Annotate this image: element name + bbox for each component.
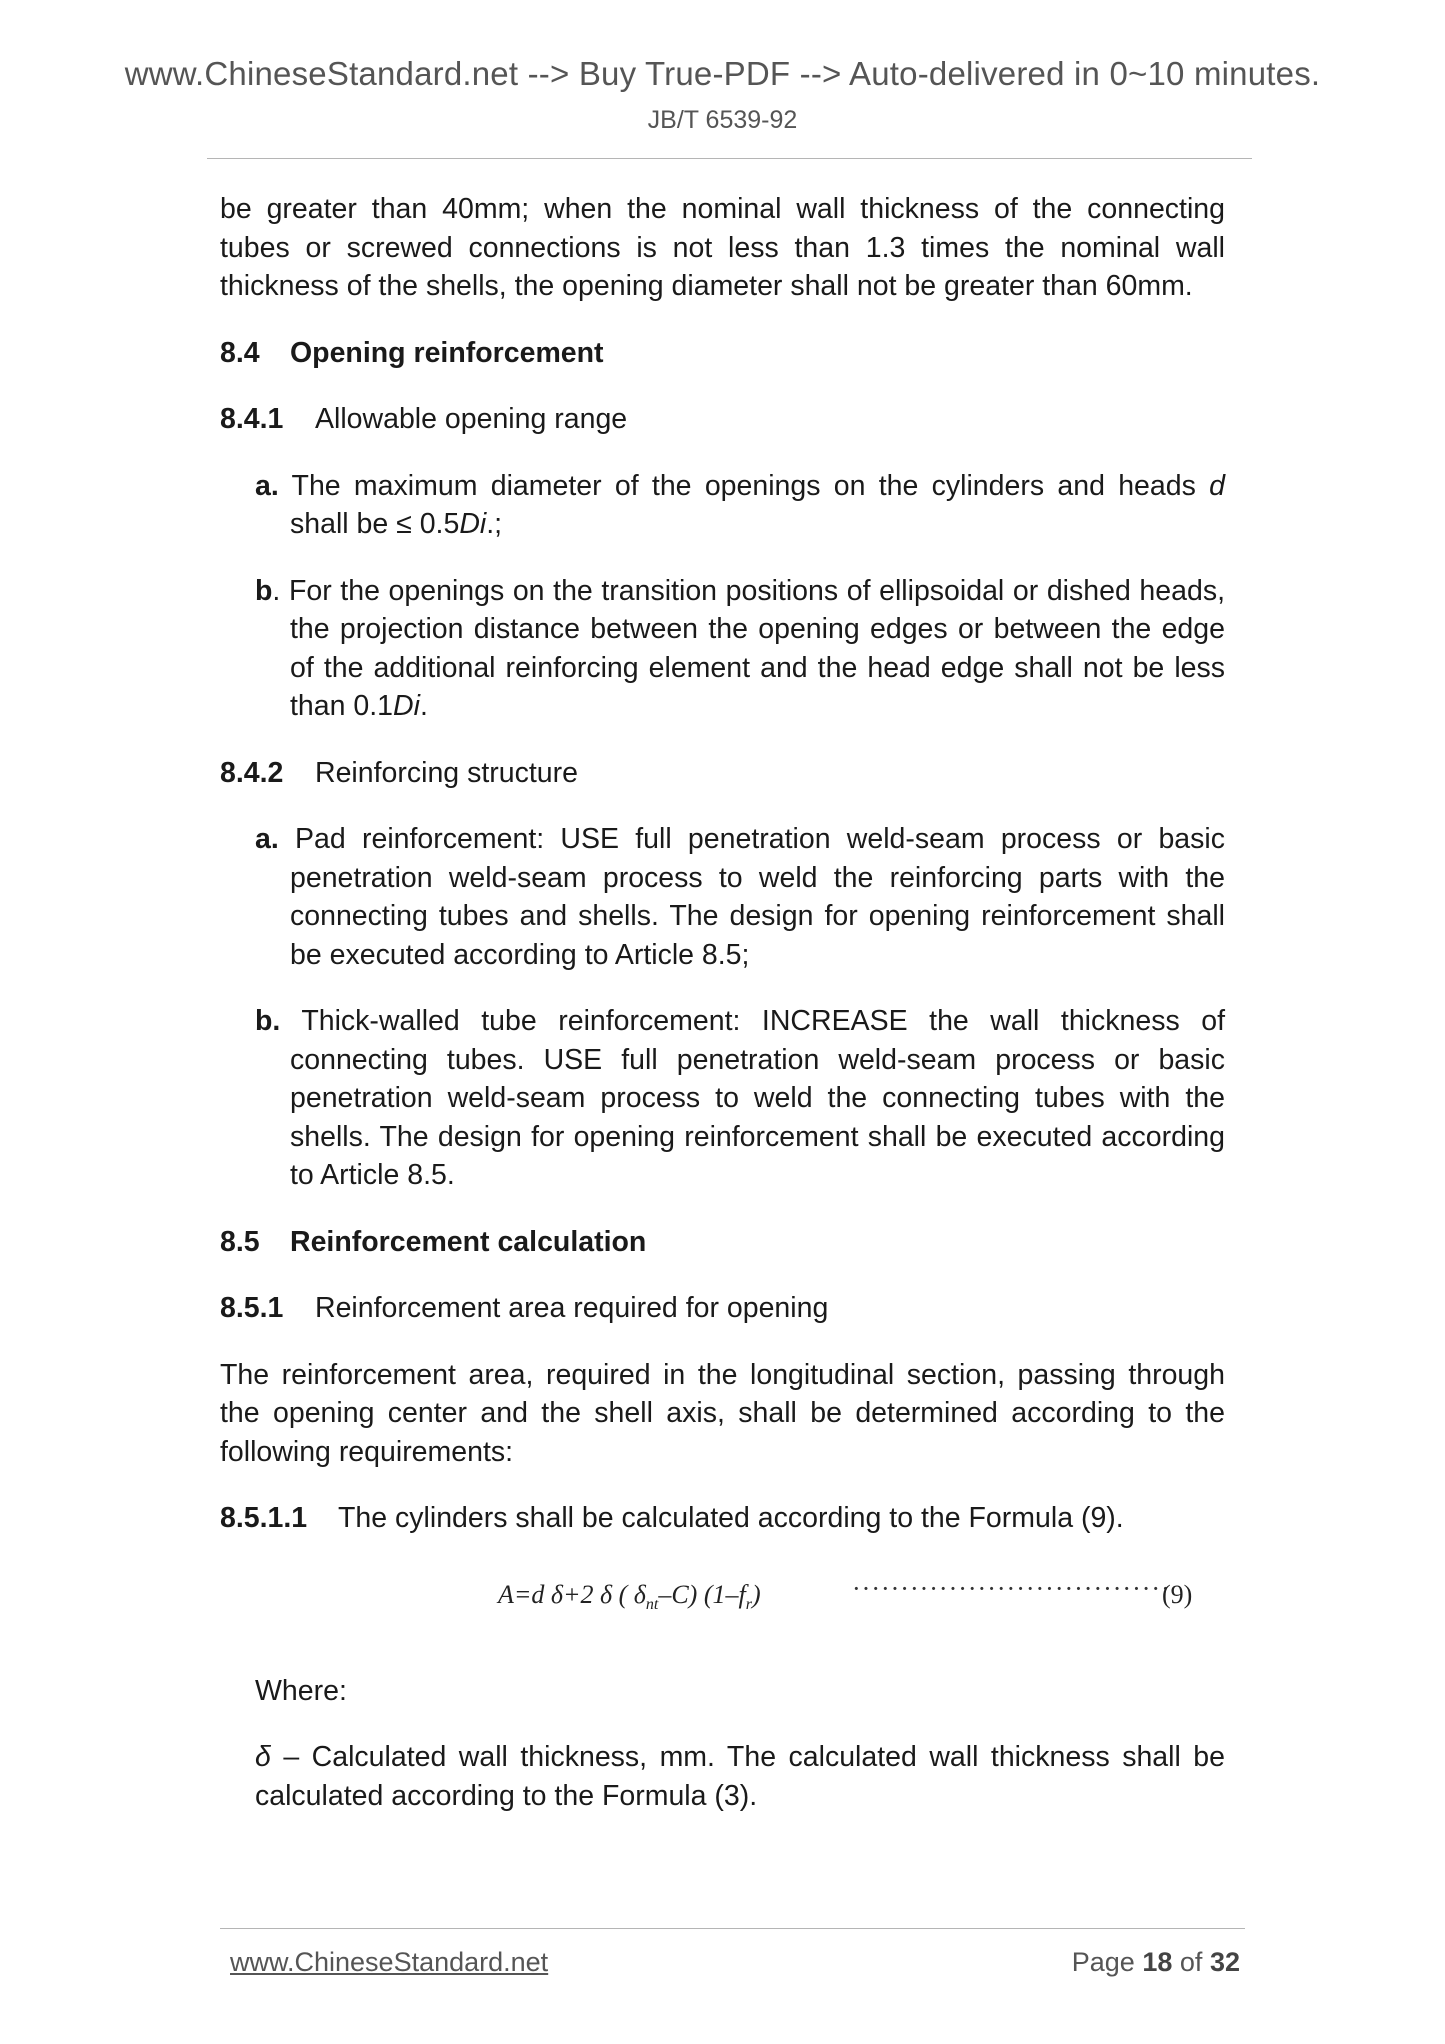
definition-delta (220, 1738, 1225, 1815)
delta-symbol: δ (255, 1741, 271, 1773)
list-item-8-4-1-a (220, 467, 1225, 544)
page-content (220, 190, 1225, 1843)
section-number: 8.5 (220, 1225, 260, 1258)
formula-leader-dots: ································· (852, 1573, 1171, 1603)
list-item-8-4-1-b (220, 572, 1225, 726)
definition-text: – Calculated wall thickness, mm. The calculated wall thickness shall be calculated according to the Formula (3). (255, 1741, 1225, 1812)
variable-d: d (1209, 469, 1225, 502)
section-title: Reinforcement calculation (290, 1225, 647, 1258)
document-code: JB/T 6539-92 (647, 106, 798, 134)
section-number: 8.4 (220, 336, 260, 369)
formula-number: (9) (1162, 1579, 1193, 1609)
page-indicator (1072, 1947, 1240, 1978)
section-title: Reinforcing structure (315, 756, 578, 789)
formula-9 (220, 1566, 1225, 1626)
header-banner: www.ChineseStandard.net --> Buy True-PDF --> Auto-delivered in 0~10 minutes. (124, 55, 1321, 92)
section-number: 8.5.1 (220, 1292, 284, 1324)
section-8-5-heading (220, 1223, 1225, 1262)
of-word: of (1179, 1947, 1203, 1977)
item-text: Thick-walled tube reinforcement: INCREASE the wall thickness of connecting tubes. USE full penetration weld-seam process or basic penetration weld-seam process to weld the connecting tubes with the shells. The design for opening reinforcement shall be executed according to Article 8.5. (290, 1005, 1226, 1191)
item-label: b. (255, 1005, 281, 1037)
list-item-8-4-2-a (220, 820, 1225, 974)
section-8-4-2-heading (220, 754, 1225, 793)
formula-expression (498, 1576, 761, 1625)
variable-di: Di (393, 690, 420, 722)
formula-subscript: r (745, 1595, 752, 1613)
section-number: 8.4.2 (220, 756, 284, 789)
formula-subscript: nt (645, 1595, 659, 1613)
item-label: b (255, 574, 273, 607)
section-title: The cylinders shall be calculated according to the Formula (9). (338, 1502, 1124, 1534)
formula-variable: f (738, 1579, 746, 1609)
section-title: Reinforcement area required for opening (315, 1292, 829, 1324)
page-word: Page (1071, 1947, 1135, 1977)
section-8-4-1-heading (220, 400, 1225, 439)
section-number: 8.5.1.1 (220, 1502, 308, 1534)
footer-site-link[interactable]: www.ChineseStandard.net (230, 1947, 549, 1977)
formula-part: –C) (1– (658, 1579, 739, 1609)
list-item-8-4-2-b (220, 1002, 1225, 1195)
page-total: 32 (1209, 1947, 1240, 1977)
section-title: Opening reinforcement (290, 336, 604, 369)
item-text: .; (486, 508, 503, 540)
section-8-5-1-paragraph: The reinforcement area, required in the longitudinal section, passing through the opening center and the shell axis, shall be determined according to the following requirements: (220, 1358, 1225, 1468)
item-label: a. (255, 823, 279, 855)
item-text: Pad reinforcement: USE full penetration weld-seam process or basic penetration weld-seam process to weld the reinforcing parts with the connecting tubes and shells. The design for opening reinforcement shall be executed according to Article 8.5; (290, 823, 1225, 971)
item-text: . (419, 690, 428, 722)
intro-paragraph: be greater than 40mm; when the nominal wall thickness of the connecting tubes or screwed connections is not less than 1.3 times the nominal wall thickness of the shells, the opening diameter shall not be greater than 60mm. (220, 193, 1225, 302)
item-text: shall be ≤ 0.5 (290, 508, 460, 540)
section-number: 8.4.1 (220, 403, 284, 435)
header-divider (207, 158, 1252, 159)
item-text: The maximum diameter of the openings on the cylinders and heads (291, 469, 1196, 502)
section-8-4-heading (220, 334, 1225, 373)
section-8-5-1-heading (220, 1289, 1225, 1328)
formula-part: ) (751, 1579, 761, 1609)
where-label: Where: (255, 1674, 347, 1707)
page-number: 18 (1142, 1947, 1173, 1977)
footer-divider (220, 1928, 1245, 1929)
variable-di: Di (459, 508, 487, 540)
item-label: a. (255, 469, 279, 502)
section-8-5-1-1-heading (220, 1499, 1225, 1538)
item-text: . For the openings on the transition positions of ellipsoidal or dished heads, the projection distance between the opening edges or between the edge of the additional reinforcing element and the head edge shall not be less than 0.1 (272, 574, 1225, 722)
formula-part: A=d δ+2 δ ( δ (498, 1579, 646, 1609)
section-title: Allowable opening range (315, 403, 628, 435)
